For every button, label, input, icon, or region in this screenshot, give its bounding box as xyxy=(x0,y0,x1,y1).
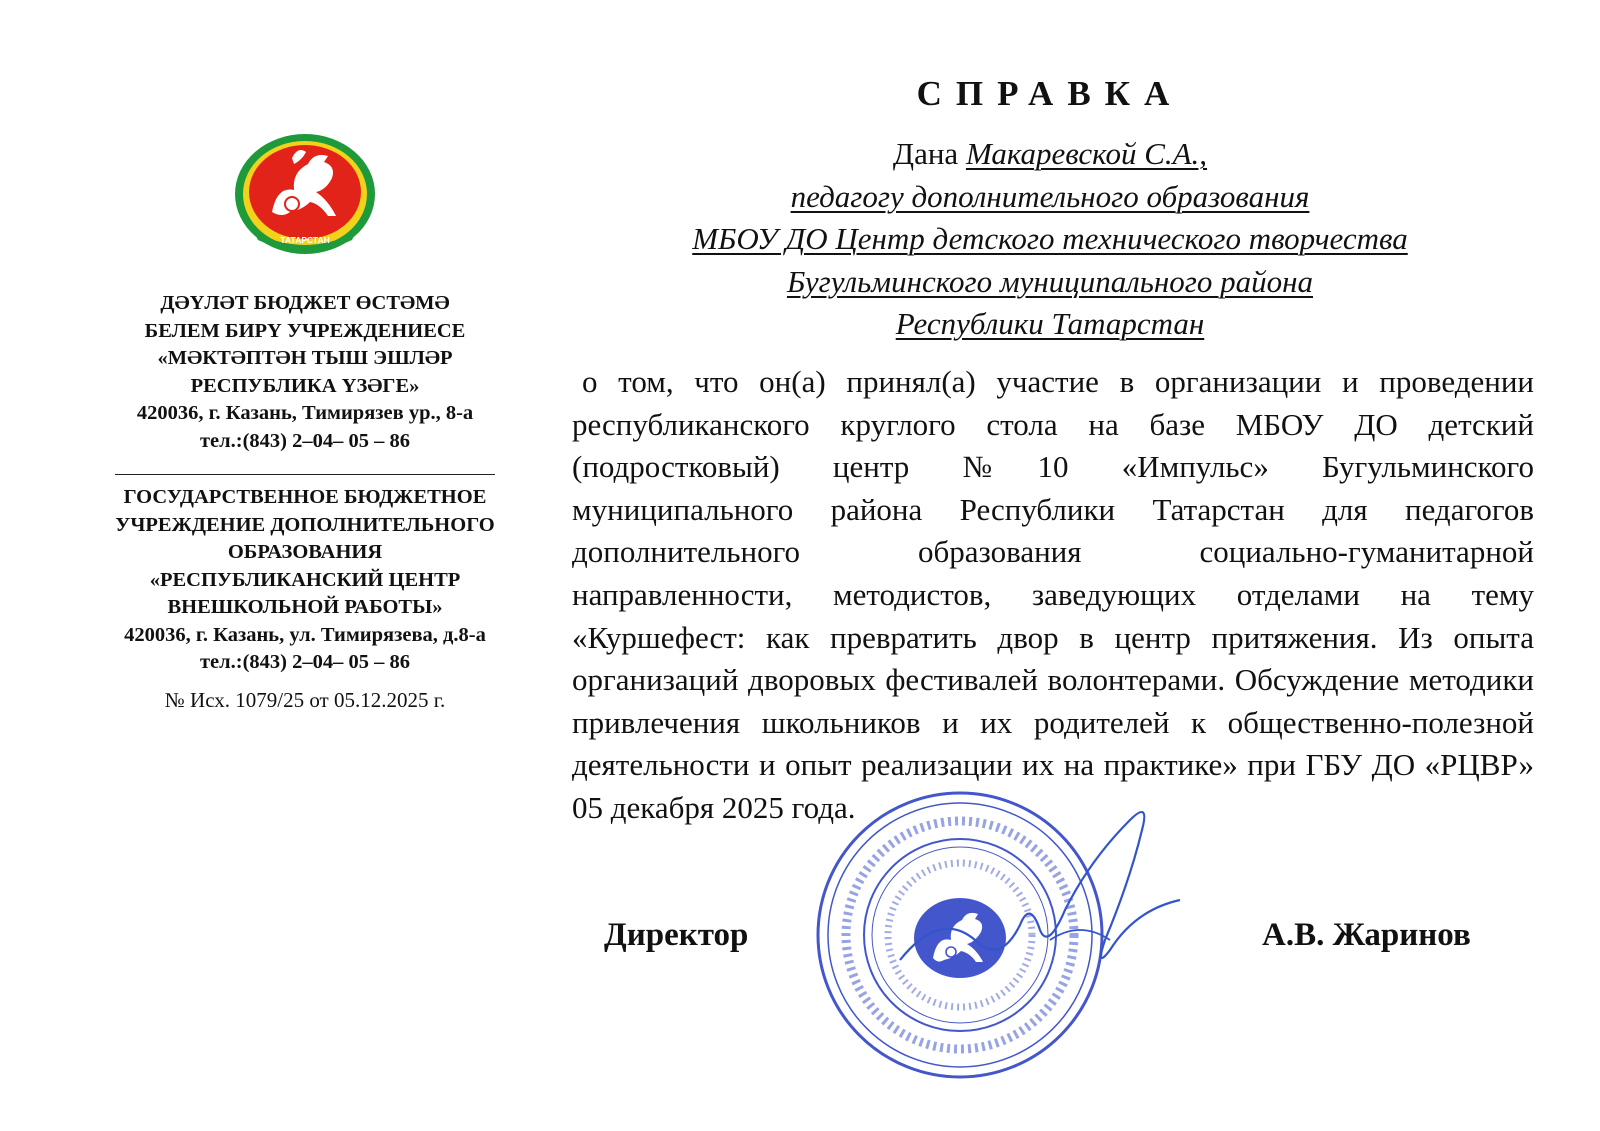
tatar-letterhead xyxy=(70,290,540,455)
russian-letterhead xyxy=(70,484,540,677)
outgoing-number: № Исх. 1079/25 от 05.12.2025 г. xyxy=(164,688,446,712)
recipient-name-line xyxy=(560,133,1540,176)
recipient-republic: Республики Татарстан xyxy=(895,306,1205,341)
letterhead-line: ВНЕШКОЛЬНОЙ РАБОТЫ» xyxy=(167,596,443,618)
signer-position: Директор xyxy=(604,917,749,953)
recipient-organization: МБОУ ДО Центр детского технического творчества xyxy=(692,221,1408,256)
letterhead-phone: тел.:(843) 2–04– 05 – 86 xyxy=(199,429,411,452)
recipient-line xyxy=(560,176,1540,219)
letterhead-line: РЕСПУБЛИКА ҮЗӘГЕ» xyxy=(190,374,420,397)
letterhead-line: ОБРАЗОВАНИЯ xyxy=(227,541,383,563)
letterhead-line: ГОСУДАРСТВЕННОЕ БЮДЖЕТНОЕ xyxy=(123,486,487,508)
recipient-name: Макаревской С.А., xyxy=(965,136,1208,171)
letterhead-line: УЧРЕЖДЕНИЕ ДОПОЛНИТЕЛЬНОГО xyxy=(115,513,495,536)
signer-name: А.В. Жаринов xyxy=(1262,917,1471,953)
recipient-line xyxy=(560,261,1540,304)
letterhead-address: 420036, г. Казань, ул. Тимирязева, д.8-а xyxy=(124,623,486,646)
emblem-ribbon-text: ТАТАРСТАН xyxy=(280,235,330,245)
recipient-line xyxy=(560,303,1540,346)
signature-icon xyxy=(880,790,1240,1020)
letterhead-line: ДӘҮЛӘТ БЮДЖЕТ ӨСТӘМӘ xyxy=(160,292,450,314)
body-paragraph: о том, что он(а) принял(а) участие в организации и проведении республиканского круглого стола на базе МБОУ ДО детский (подростковый) центр №10 «Импульс» Бугульминского муниципального района Республики Татарстан для педагогов дополнительного образования социально-гуманитарной направленности, методистов, заведующих отделами на тему «Куршефест: как превратить двор в центр притяжения. Из опыта организаций дворовых фестивалей волонтерами. Обсуждение методики привлечения школьников и их родителей к общественно-полезной деятельности и опыт реализации их на практике» при ГБУ ДО «РЦВР» 05 декабря 2025 года. xyxy=(572,364,1534,825)
letterhead-divider xyxy=(115,474,495,475)
tatarstan-emblem-icon xyxy=(232,130,378,256)
recipient-district: Бугульминского муниципального района xyxy=(786,263,1314,299)
certificate-body xyxy=(572,361,1534,830)
recipient-line xyxy=(560,218,1540,261)
letterhead-address: 420036, г. Казань, Тимирязев ур., 8-а xyxy=(136,402,474,424)
letterhead-phone: тел.:(843) 2–04– 05 – 86 xyxy=(199,651,411,673)
recipient-block xyxy=(560,133,1540,346)
given-to-prefix: Дана xyxy=(892,136,966,171)
letterhead-line: БЕЛЕМ БИРҮ УЧРЕЖДЕНИЕСЕ xyxy=(144,319,466,342)
letterhead-line: «МӘКТӘПТӘН ТЫШ ЭШЛӘР xyxy=(157,347,453,369)
recipient-position: педагогу дополнительного образования xyxy=(790,178,1310,214)
document-title: СПРАВКА xyxy=(916,74,1184,113)
letterhead-line: «РЕСПУБЛИКАНСКИЙ ЦЕНТР xyxy=(149,568,461,591)
